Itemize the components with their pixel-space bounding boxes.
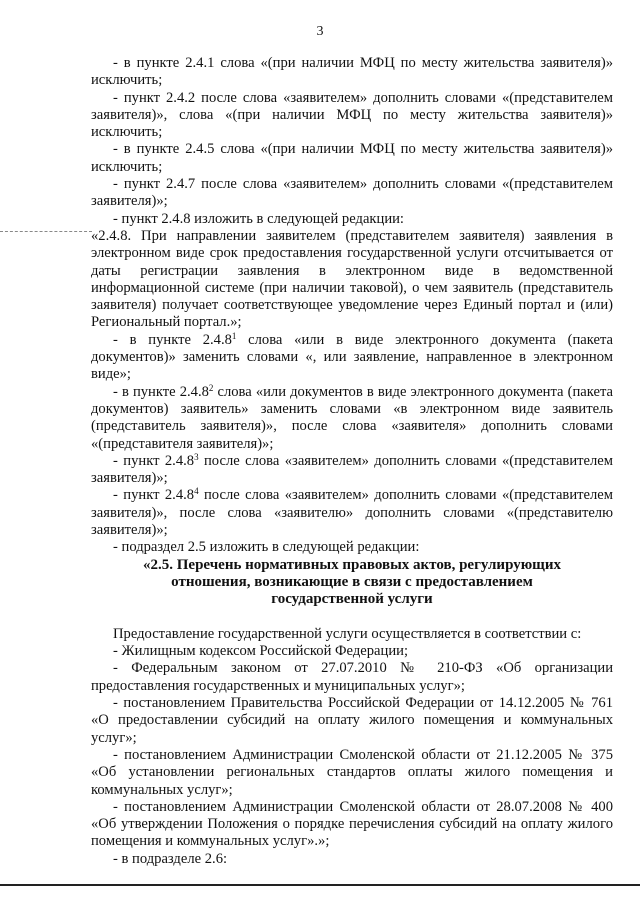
paragraph: - постановлением Администрации Смоленской области от 28.07.2008 № 400 «Об утверждении Положения о порядке перечисления субсидий на оплату жилого помещения и коммунальных услуг».»; xyxy=(91,798,613,850)
paragraph: - постановлением Правительства Российской Федерации от 14.12.2005 № 761 «О предоставлении субсидий на оплату жилого помещения и коммунальных услуг»; xyxy=(91,695,613,746)
paragraph xyxy=(91,453,613,488)
text-run: слова «или в виде электронного документа (пакета документов)» заменить словами «, или заявление, направленное в электронном виде»; xyxy=(91,331,613,383)
heading-line: государственной услуги xyxy=(271,591,433,608)
section-heading xyxy=(91,557,613,609)
paragraph: - в пункте 2.4.1 слова «(при наличии МФЦ по месту жительства заявителя)» исключить; xyxy=(91,55,613,89)
text-run: - пункт 2.4.8 xyxy=(113,452,195,469)
paragraph: Предоставление государственной услуги осуществляется в соответствии с: xyxy=(113,625,582,642)
superscript: 3 xyxy=(194,451,199,462)
heading-line: отношения, возникающие в связи с предоставлением xyxy=(171,574,533,591)
page-number: 3 xyxy=(316,24,324,39)
paragraph: - Федеральным законом от 27.07.2010 № 210-ФЗ «Об организации предоставления государственных и муниципальных услуг»; xyxy=(91,660,613,694)
heading-line: «2.5. Перечень нормативных правовых актов, регулирующих xyxy=(143,556,561,573)
paragraph: - пункт 2.4.2 после слова «заявителем» дополнить словами «(представителем заявителя)», слова «(при наличии МФЦ по месту жительства заявителя)» исключить; xyxy=(91,89,613,141)
text-run: - в пункте 2.4.8 xyxy=(113,383,209,400)
paragraph: - Жилищным кодексом Российской Федерации; xyxy=(113,643,409,660)
paragraph: - в подразделе 2.6: xyxy=(113,850,228,867)
paragraph xyxy=(91,332,613,384)
text-run: после слова «заявителем» дополнить словами «(представителем заявителя)», после слова «заявителю» дополнить словами «(представителю заявителя)»; xyxy=(91,487,613,539)
text-run: слова «или документов в виде электронного документа (пакета документов) заявитель» заменить словами «в электронном виде заявитель (представитель заявителя)», после слова «заявителя» дополнить словами «(представителя заявителя)»; xyxy=(91,383,613,452)
document-body xyxy=(91,55,613,868)
paragraph: - пункт 2.4.8 изложить в следующей редакции: xyxy=(113,210,404,227)
paragraph: - подраздел 2.5 изложить в следующей редакции: xyxy=(113,539,420,556)
paragraph: - в пункте 2.4.5 слова «(при наличии МФЦ по месту жительства заявителя)» исключить; xyxy=(91,141,613,175)
text-run: - в пункте 2.4.8 xyxy=(113,331,232,348)
paragraph-quoted: «2.4.8. При направлении заявителем (представителем заявителя) заявления в электронном виде срок предоставления государственной услуги отсчитывается от даты регистрации заявления в электронном виде в ведомственной информационной системе (при наличии таковой), о чем заявитель (представитель заявителя) получает соответствующее уведомление через Единый портал и (или) Региональный портал.»; xyxy=(91,227,613,331)
bottom-rule xyxy=(0,884,640,886)
scan-artifact-line xyxy=(0,231,92,232)
paragraph xyxy=(91,384,613,453)
paragraph: - пункт 2.4.7 после слова «заявителем» дополнить словами «(представителем заявителя)»; xyxy=(91,176,613,210)
paragraph: - постановлением Администрации Смоленской области от 21.12.2005 № 375 «Об установлении региональных стандартов оплаты жилого помещения и коммунальных услуг»; xyxy=(91,746,613,798)
paragraph xyxy=(91,487,613,539)
superscript: 1 xyxy=(231,330,237,341)
text-run: после слова «заявителем» дополнить словами «(представителем заявителя)»; xyxy=(91,452,613,487)
spacer xyxy=(91,609,613,626)
superscript: 2 xyxy=(208,382,214,393)
superscript: 4 xyxy=(194,486,199,497)
text-run: - пункт 2.4.8 xyxy=(113,487,195,504)
